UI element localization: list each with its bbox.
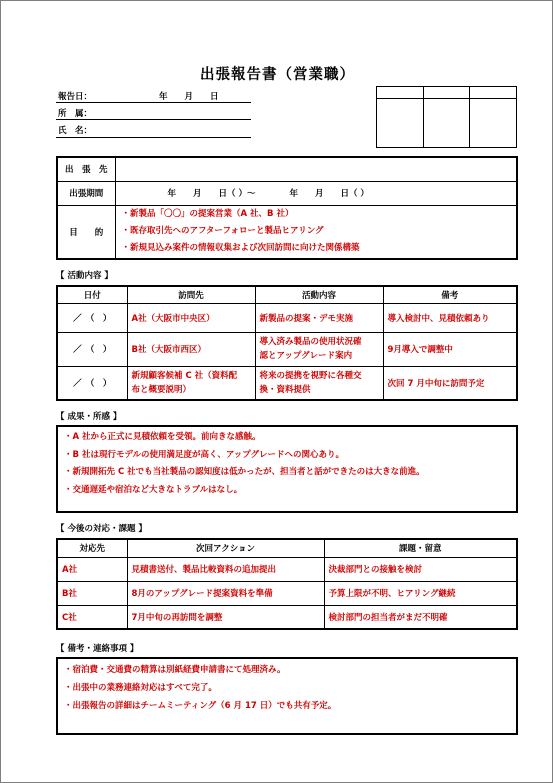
tasks-issue: 予算上限が不明、ヒアリング継続 [324,581,517,605]
stamp-header-cell [423,87,470,99]
stamp-header-cell [470,87,517,99]
activity-note: 導入検討中、見積依頼あり [383,303,517,332]
activity-date: ／ （ ） [57,303,127,332]
activity-header-note: 備考 [383,286,517,303]
name-underline [56,137,251,138]
purpose-label: 目 的 [57,205,115,259]
activity-header-date: 日付 [57,286,127,303]
stamp-cell [377,99,424,148]
activity-section-title: 【 活動内容 】 [56,271,113,281]
stamp-box [376,86,517,148]
activity-content-line: 換・資料提供 [259,384,311,395]
notes-item: ・宿泊費・交通費の精算は別紙経費申請書にて処理済み。 [64,665,286,675]
tasks-header-target: 対応先 [57,539,127,557]
trip-info-table [56,156,518,260]
destination-value[interactable] [115,157,517,181]
stamp-cell [470,99,517,148]
purpose-item: ・新規見込み案件の情報収集および次回訪問に向けた関係構築 [121,243,360,254]
period-value: 年 月 日（ ）～ 年 月 日（ ） [115,181,517,205]
activity-content-line: 認とアップグレード案内 [259,351,353,361]
activity-header-visit: 訪問先 [127,286,255,303]
tasks-action: 8月のアップグレード提案資料を準備 [127,581,324,605]
activity-visit-line: 新規顧客候補 C 社（資料配 [131,370,238,381]
notes-item: ・出張中の業務連絡対応はすべて完了。 [64,683,217,693]
tasks-header-issue: 課題・留意 [324,539,517,557]
stamp-cell [423,99,470,148]
purpose-item: ・新製品「〇〇」の提案営業（A 社、B 社） [121,209,294,220]
notes-item: ・出張報告の詳細はチームミーティング（6 月 17 日）でも共有予定。 [64,701,337,711]
tasks-target: C社 [57,605,127,629]
results-item: ・交通遅延や宿泊など大きなトラブルはなし。 [64,484,243,495]
stamp-header-cell [377,87,424,99]
activity-visit-line: 布と概要説明） [131,384,192,395]
results-section-title: 【 成果・所感 】 [56,412,122,422]
notes-section-title: 【 備考・連絡事項 】 [56,644,139,654]
results-box [56,425,518,513]
report-date-value: 年 月 日 [159,92,219,102]
results-item: ・A 社から正式に見積依頼を受領。前向きな感触。 [64,432,261,442]
report-date-label: 報告日： [58,92,93,102]
results-item: ・B 社は現行モデルの使用満足度が高く、アップグレードへの関心あり。 [64,449,344,460]
activity-header-content: 活動内容 [255,286,383,303]
notes-box [56,657,518,735]
period-label: 出張期間 [57,181,115,205]
activity-date: ／ （ ） [57,332,127,366]
activity-content [255,366,383,400]
tasks-target: A社 [57,557,127,581]
activity-content [255,332,383,366]
activity-visit: B社（大阪市西区） [127,332,255,366]
tasks-issue: 決裁部門との接触を検討 [324,557,517,581]
report-date-underline [56,102,251,103]
dept-underline [56,119,251,120]
activity-note: 9月導入で調整中 [383,332,517,366]
activity-visit [127,366,255,400]
purpose-value [115,205,517,259]
destination-label: 出 張 先 [57,157,115,181]
tasks-table [56,538,518,630]
activity-content-line: 将来の提携を視野に各種交 [259,370,362,381]
activity-note: 次回 7 月中旬に訪問予定 [383,366,517,400]
activity-content: 新製品の提案・デモ実施 [255,303,383,332]
name-label: 氏 名： [58,126,93,136]
dept-label: 所 属： [58,109,93,119]
activity-content-line: 導入済み製品の使用状況確 [259,337,362,347]
tasks-target: B社 [57,581,127,605]
tasks-action: 7月中旬の再訪問を調整 [127,605,324,629]
results-item: ・新規開拓先 C 社でも当社製品の認知度は低かったが、担当者と話ができたのは大きな前進。 [64,467,425,477]
purpose-item: ・既存取引先へのアフターフォローと製品ヒアリング [121,226,324,237]
tasks-action: 見積書送付、製品比較資料の追加提出 [127,557,324,581]
activity-visit: A社（大阪市中央区） [127,303,255,332]
activity-table [56,285,518,401]
tasks-section-title: 【 今後の対応・課題 】 [56,524,147,534]
activity-date: ／ （ ） [57,366,127,400]
page-title: 出張報告書（営業職） [200,67,355,83]
tasks-header-action: 次回アクション [127,539,324,557]
tasks-issue: 検討部門の担当者がまだ不明確 [324,605,517,629]
